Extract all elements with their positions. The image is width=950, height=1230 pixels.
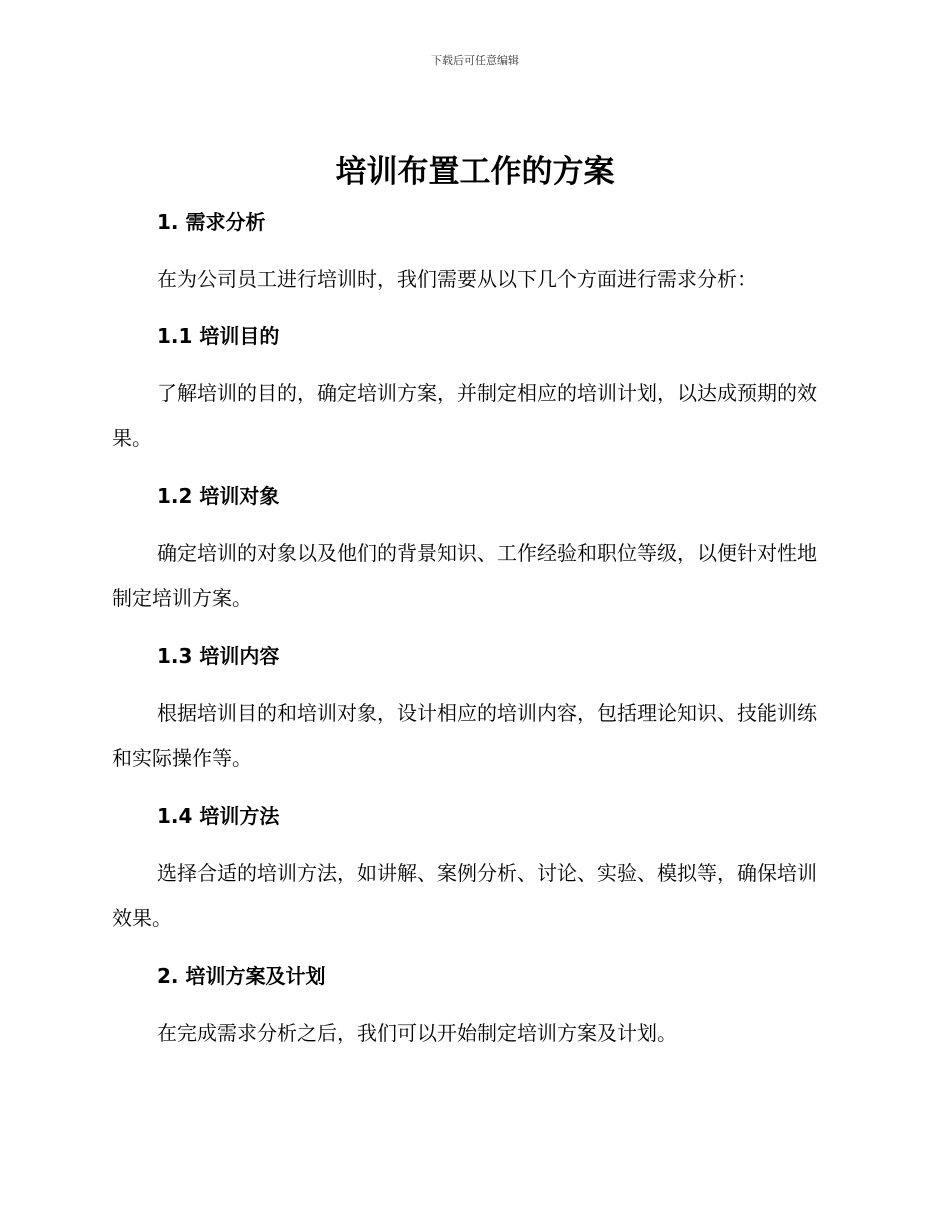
section-heading-training-audience: 1.2 培训对象	[157, 484, 280, 508]
paragraph-training-methods: 选择合适的培训方法，如讲解、案例分析、讨论、实验、模拟等，确保培训效果。	[112, 861, 817, 930]
paragraph-needs-analysis-intro: 在为公司员工进行培训时，我们需要从以下几个方面进行需求分析：	[157, 267, 757, 291]
paragraph-training-content: 根据培训目的和培训对象，设计相应的培训内容，包括理论知识、技能训练和实际操作等。	[112, 701, 817, 770]
section-heading-needs-analysis: 1. 需求分析	[157, 210, 266, 234]
document-title: 培训布置工作的方案	[335, 154, 615, 190]
section-heading-training-purpose: 1.1 培训目的	[157, 324, 280, 348]
paragraph-plan: 在完成需求分析之后，我们可以开始制定培训方案及计划。	[157, 1021, 677, 1045]
section-heading-training-methods: 1.4 培训方法	[157, 804, 280, 828]
paragraph-training-audience: 确定培训的对象以及他们的背景知识、工作经验和职位等级，以便针对性地制定培训方案。	[112, 541, 817, 610]
section-heading-training-content: 1.3 培训内容	[157, 644, 280, 668]
section-heading-plan: 2. 培训方案及计划	[157, 964, 326, 988]
paragraph-training-purpose: 了解培训的目的，确定培训方案，并制定相应的培训计划，以达成预期的效果。	[112, 381, 817, 450]
page-header: 下载后可任意编辑	[431, 54, 519, 67]
